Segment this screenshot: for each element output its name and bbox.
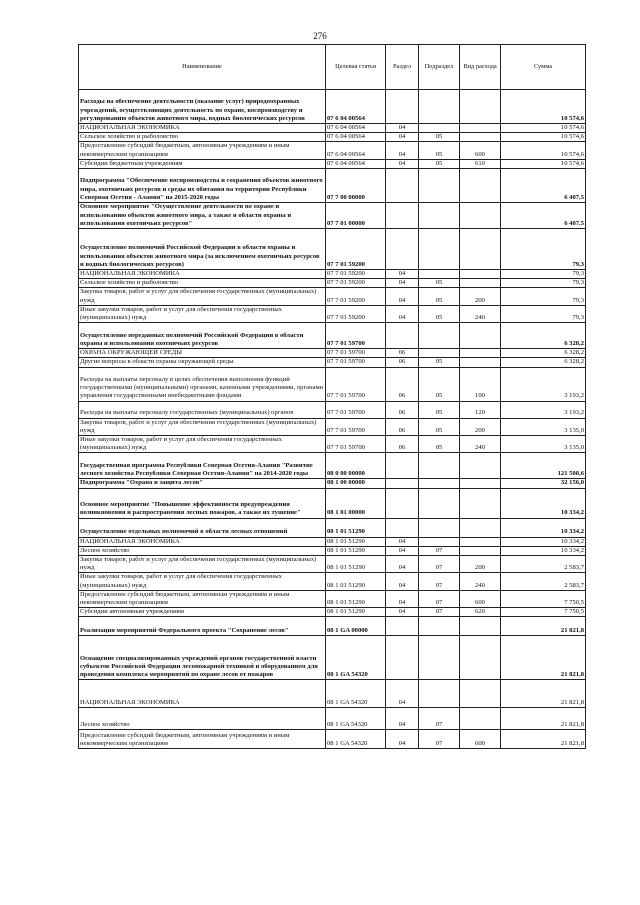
row-target-code: 08 1 01 51290 [326, 518, 386, 537]
table-row [79, 488, 586, 518]
row-target-code: 08 1 GA 00000 [326, 617, 386, 636]
table-row [79, 708, 586, 730]
row-target-code: 07 6 04 00564 [326, 133, 386, 142]
row-expense-type [460, 680, 501, 708]
table-row [79, 418, 586, 435]
row-expense-type: 600 [460, 590, 501, 607]
row-expense-type: 240 [460, 436, 501, 453]
row-expense-type [460, 124, 501, 133]
row-section: 04 [386, 730, 419, 749]
row-subsection [419, 617, 460, 636]
row-name: Расходы на выплаты персоналу в целях обеспечения выполнения функций государственными (муниципальными) органами, казенными учреждениями, органами управления государственными внебюджетными фондами [79, 367, 326, 401]
table-row [79, 203, 586, 229]
row-amount: 79,3 [501, 229, 586, 270]
row-section: 04 [386, 556, 419, 573]
table-body [79, 90, 586, 749]
row-section: 04 [386, 608, 419, 617]
row-name: НАЦИОНАЛЬНАЯ ЭКОНОМИКА [79, 270, 326, 279]
row-section: 06 [386, 418, 419, 435]
row-section: 04 [386, 133, 419, 142]
row-target-code: 07 7 01 59200 [326, 279, 386, 288]
row-subsection [419, 203, 460, 229]
row-amount: 6 407,5 [501, 169, 586, 203]
row-target-code: 08 1 GA 54320 [326, 680, 386, 708]
table-row [79, 479, 586, 488]
row-amount: 2 583,7 [501, 573, 586, 590]
row-subsection [419, 270, 460, 279]
row-target-code: 08 1 GA 54320 [326, 636, 386, 680]
row-subsection [419, 488, 460, 518]
row-expense-type: 240 [460, 305, 501, 322]
row-amount: 10 334,2 [501, 546, 586, 555]
row-name: Предоставление субсидий бюджетным, автономным учреждениям и иным некоммерческим организациям [79, 730, 326, 749]
row-section [386, 617, 419, 636]
row-amount: 6 328,2 [501, 349, 586, 358]
row-section [386, 636, 419, 680]
row-amount: 2 583,7 [501, 556, 586, 573]
row-section: 04 [386, 270, 419, 279]
row-amount: 21 821,8 [501, 680, 586, 708]
row-subsection: 05 [419, 358, 460, 367]
row-target-code: 07 7 01 59700 [326, 401, 386, 418]
row-section: 06 [386, 358, 419, 367]
row-section [386, 203, 419, 229]
row-subsection [419, 636, 460, 680]
row-expense-type: 240 [460, 573, 501, 590]
row-target-code: 07 7 01 00000 [326, 203, 386, 229]
row-amount: 3 135,0 [501, 418, 586, 435]
row-target-code: 07 6 04 00564 [326, 142, 386, 159]
row-expense-type [460, 90, 501, 124]
table-row [79, 323, 586, 349]
table-header-row [79, 45, 586, 90]
row-target-code: 07 7 01 59200 [326, 288, 386, 305]
row-expense-type [460, 169, 501, 203]
row-amount: 79,3 [501, 270, 586, 279]
row-expense-type [460, 518, 501, 537]
page-number: 276 [313, 31, 327, 41]
row-name: Осуществление переданных полномочий Российской Федерации в области охраны и использования охотничьих ресурсов [79, 323, 326, 349]
row-name: Государственная программа Республики Северная Осетия-Алания "Развитие лесного хозяйства Республики Северная Осетия-Алания" на 2014-2020 годы [79, 453, 326, 479]
row-subsection: 07 [419, 546, 460, 555]
row-subsection: 07 [419, 608, 460, 617]
row-name: Сельское хозяйство и рыболовство [79, 279, 326, 288]
row-expense-type: 620 [460, 608, 501, 617]
row-target-code: 08 1 01 00000 [326, 488, 386, 518]
row-expense-type [460, 537, 501, 546]
row-section: 04 [386, 573, 419, 590]
row-expense-type [460, 358, 501, 367]
row-name: Расходы на обеспечение деятельности (оказание услуг) природоохранных учреждений, осуществляющих деятельность по охране, воспроизводству и регулированию объектов животного мира, водных биологических ресурсов [79, 90, 326, 124]
row-amount: 21 821,8 [501, 617, 586, 636]
row-amount: 121 508,6 [501, 453, 586, 479]
row-amount: 3 135,0 [501, 436, 586, 453]
row-target-code: 08 1 01 51290 [326, 556, 386, 573]
row-target-code: 08 1 01 51290 [326, 608, 386, 617]
row-expense-type: 200 [460, 288, 501, 305]
row-expense-type: 600 [460, 142, 501, 159]
row-subsection: 05 [419, 133, 460, 142]
row-name: Оснащение специализированных учреждений органов государственной власти субъектов Российской Федерации лесопожарной техникой и оборудованием для проведения комплекса мероприятий по охране лесов от пожаров [79, 636, 326, 680]
row-section: 06 [386, 436, 419, 453]
row-amount: 3 193,2 [501, 401, 586, 418]
row-name: Лесное хозяйство [79, 546, 326, 555]
row-expense-type [460, 546, 501, 555]
row-amount: 79,3 [501, 288, 586, 305]
row-expense-type [460, 229, 501, 270]
row-amount: 79,3 [501, 279, 586, 288]
row-name: Закупка товаров, работ и услуг для обеспечения государственных (муниципальных) нужд [79, 556, 326, 573]
row-target-code: 08 1 01 51290 [326, 546, 386, 555]
row-name: Другие вопросы в области охраны окружающей среды [79, 358, 326, 367]
row-subsection [419, 323, 460, 349]
table-row [79, 142, 586, 159]
row-subsection: 07 [419, 590, 460, 607]
table-row [79, 537, 586, 546]
row-subsection: 07 [419, 556, 460, 573]
row-section: 04 [386, 142, 419, 159]
row-section [386, 518, 419, 537]
row-target-code: 07 6 04 00564 [326, 124, 386, 133]
row-subsection [419, 518, 460, 537]
row-amount: 10 334,2 [501, 518, 586, 537]
row-section: 04 [386, 288, 419, 305]
table-row [79, 358, 586, 367]
row-subsection: 05 [419, 436, 460, 453]
row-expense-type [460, 323, 501, 349]
table-row [79, 229, 586, 270]
table-row [79, 546, 586, 555]
row-amount: 10 574,6 [501, 133, 586, 142]
row-subsection: 05 [419, 159, 460, 168]
header-expense-type: Вид расхода [460, 45, 501, 90]
row-section: 04 [386, 124, 419, 133]
table-row [79, 573, 586, 590]
row-amount: 10 574,6 [501, 124, 586, 133]
table-row [79, 288, 586, 305]
row-subsection: 05 [419, 418, 460, 435]
row-subsection [419, 169, 460, 203]
row-subsection: 05 [419, 142, 460, 159]
row-target-code: 07 7 01 59700 [326, 418, 386, 435]
row-target-code: 08 1 GA 54320 [326, 708, 386, 730]
row-name: Основное мероприятие "Осуществление деятельности по охране и использованию объектов животного мира, а также и области охраны и использования охотничьих ресурсов" [79, 203, 326, 229]
row-section [386, 479, 419, 488]
row-section: 04 [386, 305, 419, 322]
row-amount: 21 821,8 [501, 730, 586, 749]
row-name: Иные закупки товаров, работ и услуг для обеспечения государственных (муниципальных) нужд [79, 436, 326, 453]
row-section [386, 169, 419, 203]
row-expense-type [460, 453, 501, 479]
row-target-code: 08 1 GA 54320 [326, 730, 386, 749]
row-name: Предоставление субсидий бюджетным, автономным учреждениям и иным некоммерческим организациям [79, 590, 326, 607]
row-name: Закупка товаров, работ и услуг для обеспечения государственных (муниципальных) нужд [79, 418, 326, 435]
row-amount: 6 328,2 [501, 358, 586, 367]
row-section [386, 488, 419, 518]
row-target-code: 08 1 01 51290 [326, 537, 386, 546]
row-amount: 6 328,2 [501, 323, 586, 349]
header-name: Наименование [79, 45, 326, 90]
row-target-code: 08 1 01 51290 [326, 573, 386, 590]
row-name: Предоставление субсидий бюджетным, автономным учреждениям и иным некоммерческим организациям [79, 142, 326, 159]
row-expense-type: 200 [460, 556, 501, 573]
table-row [79, 636, 586, 680]
row-target-code: 07 7 01 59200 [326, 229, 386, 270]
row-amount: 10 574,6 [501, 142, 586, 159]
row-expense-type [460, 617, 501, 636]
table-row [79, 169, 586, 203]
table-row [79, 133, 586, 142]
table-row [79, 608, 586, 617]
row-target-code: 07 7 01 59700 [326, 358, 386, 367]
row-name: Расходы на выплаты персоналу государственных (муниципальных) органов [79, 401, 326, 418]
row-section: 04 [386, 159, 419, 168]
row-name: Основное мероприятие "Повышение эффективности предупреждения возникновения и распространения лесных пожаров, а также их тушение" [79, 488, 326, 518]
row-expense-type: 610 [460, 159, 501, 168]
budget-table [78, 44, 586, 749]
row-subsection [419, 229, 460, 270]
row-section: 04 [386, 590, 419, 607]
row-amount: 6 407,5 [501, 203, 586, 229]
row-name: Закупка товаров, работ и услуг для обеспечения государственных (муниципальных) нужд [79, 288, 326, 305]
row-expense-type [460, 349, 501, 358]
row-name: Реализация мероприятий Федерального проекта "Сохранение лесов" [79, 617, 326, 636]
row-target-code: 07 6 04 00564 [326, 90, 386, 124]
row-name: Иные закупки товаров, работ и услуг для обеспечения государственных (муниципальных) нужд [79, 573, 326, 590]
table-row [79, 590, 586, 607]
row-expense-type [460, 279, 501, 288]
row-amount: 7 750,5 [501, 608, 586, 617]
row-subsection: 05 [419, 401, 460, 418]
row-name: Иные закупки товаров, работ и услуг для обеспечения государственных (муниципальных) нужд [79, 305, 326, 322]
row-subsection [419, 680, 460, 708]
row-amount: 10 334,2 [501, 537, 586, 546]
header-section: Раздел [386, 45, 419, 90]
row-target-code: 08 1 00 00000 [326, 479, 386, 488]
row-subsection [419, 537, 460, 546]
row-subsection [419, 349, 460, 358]
row-name: Субсидии бюджетным учреждениям [79, 159, 326, 168]
row-subsection: 05 [419, 367, 460, 401]
row-target-code: 07 7 01 59700 [326, 436, 386, 453]
row-target-code: 07 7 00 00000 [326, 169, 386, 203]
row-target-code: 07 7 01 59700 [326, 367, 386, 401]
header-amount: Сумма [501, 45, 586, 90]
row-target-code: 07 6 04 00564 [326, 159, 386, 168]
row-amount: 21 821,8 [501, 636, 586, 680]
row-target-code: 08 1 01 51290 [326, 590, 386, 607]
row-section [386, 453, 419, 479]
table-row [79, 617, 586, 636]
table-row [79, 159, 586, 168]
row-target-code: 08 0 00 00000 [326, 453, 386, 479]
row-section: 04 [386, 546, 419, 555]
table-row [79, 730, 586, 749]
row-expense-type: 200 [460, 418, 501, 435]
row-name: НАЦИОНАЛЬНАЯ ЭКОНОМИКА [79, 124, 326, 133]
row-expense-type [460, 636, 501, 680]
row-name: НАЦИОНАЛЬНАЯ ЭКОНОМИКА [79, 537, 326, 546]
table-row [79, 270, 586, 279]
row-expense-type [460, 488, 501, 518]
row-section [386, 323, 419, 349]
table-row [79, 518, 586, 537]
row-expense-type [460, 479, 501, 488]
row-subsection [419, 479, 460, 488]
row-amount: 79,3 [501, 305, 586, 322]
row-section: 06 [386, 367, 419, 401]
row-name: Подпрограмма "Охрана и защита лесов" [79, 479, 326, 488]
row-amount: 32 156,0 [501, 479, 586, 488]
row-name: ОХРАНА ОКРУЖАЮЩЕЙ СРЕДЫ [79, 349, 326, 358]
table-row [79, 90, 586, 124]
row-expense-type: 120 [460, 401, 501, 418]
row-section: 06 [386, 349, 419, 358]
table-row [79, 305, 586, 322]
table-row [79, 436, 586, 453]
row-amount: 10 574,6 [501, 90, 586, 124]
row-amount: 10 574,6 [501, 159, 586, 168]
row-subsection: 05 [419, 305, 460, 322]
row-name: Осуществление полномочий Российской Федерации в области охраны и использования объектов животного мира (за исключением охотничьих ресурсов и водных биологических ресурсов) [79, 229, 326, 270]
row-section [386, 229, 419, 270]
row-amount: 3 193,2 [501, 367, 586, 401]
row-subsection: 07 [419, 573, 460, 590]
row-name: Лесное хозяйство [79, 708, 326, 730]
row-expense-type: 100 [460, 367, 501, 401]
table-row [79, 279, 586, 288]
table-row [79, 124, 586, 133]
table-row [79, 680, 586, 708]
table-row [79, 349, 586, 358]
header-subsection: Подраздел [419, 45, 460, 90]
row-target-code: 07 7 01 59200 [326, 270, 386, 279]
row-section: 04 [386, 279, 419, 288]
row-name: НАЦИОНАЛЬНАЯ ЭКОНОМИКА [79, 680, 326, 708]
row-section: 04 [386, 537, 419, 546]
row-amount: 7 750,5 [501, 590, 586, 607]
row-expense-type [460, 270, 501, 279]
row-subsection: 05 [419, 288, 460, 305]
row-name: Субсидии автономным учреждениям [79, 608, 326, 617]
row-expense-type [460, 133, 501, 142]
row-subsection [419, 453, 460, 479]
row-amount: 10 334,2 [501, 488, 586, 518]
row-section [386, 90, 419, 124]
row-expense-type: 600 [460, 730, 501, 749]
row-subsection: 05 [419, 279, 460, 288]
table-row [79, 556, 586, 573]
row-expense-type [460, 203, 501, 229]
row-amount: 21 821,8 [501, 708, 586, 730]
table-row [79, 367, 586, 401]
row-name: Осуществление отдельных полномочий в области лесных отношений [79, 518, 326, 537]
row-subsection: 07 [419, 708, 460, 730]
row-subsection [419, 124, 460, 133]
row-expense-type [460, 708, 501, 730]
row-subsection [419, 90, 460, 124]
row-section: 06 [386, 401, 419, 418]
table-row [79, 453, 586, 479]
header-target: Целевая статья [326, 45, 386, 90]
row-name: Подпрограмма "Обеспечение воспроизводства и сохранения объектов животного мира, охотничьих ресурсов и среды их обитания на территории Республики Северная Осетия - Алания" на 2015-2020 годы [79, 169, 326, 203]
row-section: 04 [386, 708, 419, 730]
row-target-code: 07 7 01 59200 [326, 305, 386, 322]
table-row [79, 401, 586, 418]
row-target-code: 07 7 01 59700 [326, 323, 386, 349]
row-subsection: 07 [419, 730, 460, 749]
row-section: 04 [386, 680, 419, 708]
row-target-code: 07 7 01 59700 [326, 349, 386, 358]
row-name: Сельское хозяйство и рыболовство [79, 133, 326, 142]
